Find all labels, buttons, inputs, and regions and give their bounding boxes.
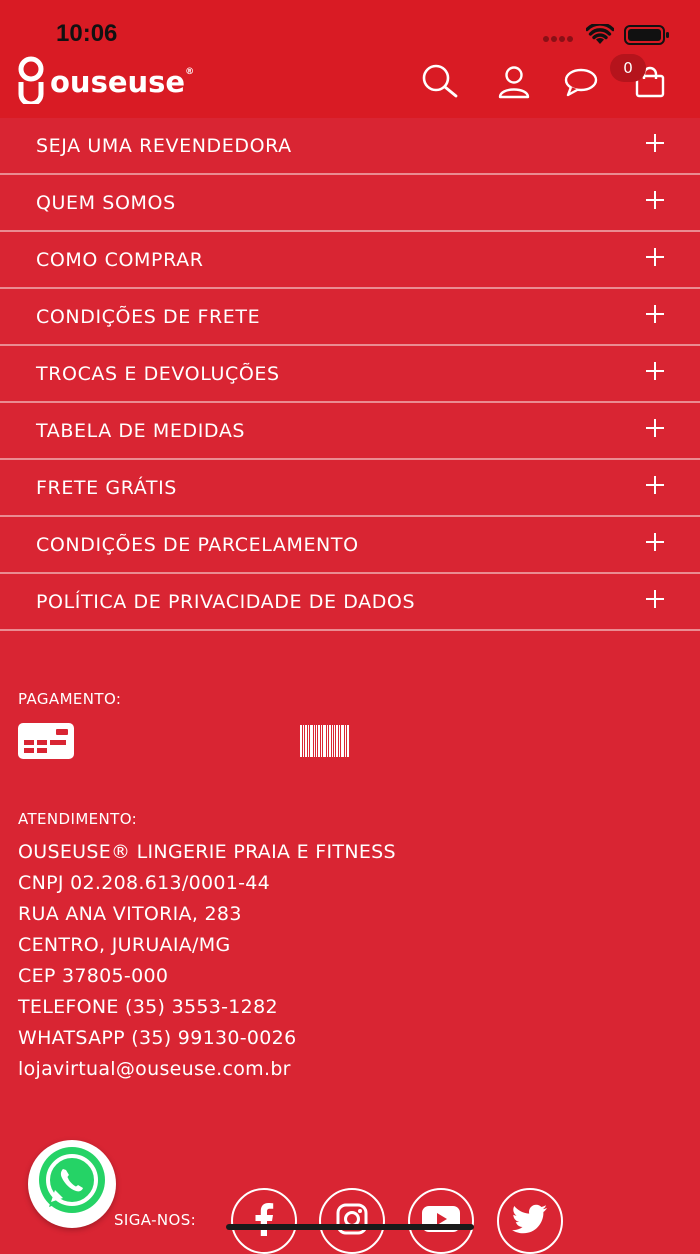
cart-count-badge: 0 <box>610 54 646 82</box>
menu-item-label: FRETE GRÁTIS <box>36 476 177 499</box>
footer-menu <box>0 118 700 631</box>
credit-card-icon <box>18 723 74 759</box>
home-indicator[interactable] <box>226 1224 474 1230</box>
email-link[interactable]: lojavirtual@ouseuse.com.br <box>18 1058 291 1080</box>
chat-icon <box>563 66 599 102</box>
menu-item-seja-uma-revendedora[interactable] <box>0 118 700 175</box>
plus-icon <box>646 476 664 494</box>
youtube-link[interactable] <box>408 1188 474 1254</box>
menu-item-frete-gratis[interactable] <box>0 460 700 517</box>
social-title: SIGA-NOS: <box>114 1211 197 1229</box>
instagram-link[interactable] <box>319 1188 385 1254</box>
plus-icon <box>646 362 664 380</box>
plus-icon <box>646 191 664 209</box>
menu-item-label: TABELA DE MEDIDAS <box>36 419 246 442</box>
menu-item-label: COMO COMPRAR <box>36 248 204 271</box>
facebook-icon <box>251 1202 277 1240</box>
wifi-icon <box>586 24 614 50</box>
menu-item-tabela-de-medidas[interactable] <box>0 403 700 460</box>
menu-item-label: TROCAS E DEVOLUÇÕES <box>36 362 280 385</box>
menu-item-quem-somos[interactable] <box>0 175 700 232</box>
plus-icon <box>646 419 664 437</box>
menu-item-condicoes-de-frete[interactable] <box>0 289 700 346</box>
whatsapp-number[interactable]: WHATSAPP (35) 99130-0026 <box>18 1027 297 1049</box>
facebook-link[interactable] <box>231 1188 297 1254</box>
support-info <box>18 837 396 1085</box>
menu-item-label: POLÍTICA DE PRIVACIDADE DE DADOS <box>36 590 416 613</box>
menu-item-label: CONDIÇÕES DE FRETE <box>36 305 261 328</box>
plus-icon <box>646 590 664 608</box>
battery-icon <box>624 24 670 50</box>
status-indicators <box>542 24 670 50</box>
phone-number[interactable]: TELEFONE (35) 3553-1282 <box>18 996 278 1018</box>
status-time: 10:06 <box>56 20 118 47</box>
menu-item-label: CONDIÇÕES DE PARCELAMENTO <box>36 533 359 556</box>
menu-item-trocas-e-devolucoes[interactable] <box>0 346 700 403</box>
payment-title: PAGAMENTO: <box>18 690 122 708</box>
search-button[interactable] <box>420 64 460 104</box>
twitter-icon <box>512 1204 548 1238</box>
cart-button[interactable] <box>623 59 670 104</box>
barcode-icon <box>300 725 352 757</box>
logo-registered-mark: ® <box>185 67 195 77</box>
account-button[interactable] <box>494 64 534 104</box>
cnpj: CNPJ 02.208.613/0001-44 <box>18 872 271 894</box>
logo-text: ouseuse® <box>50 65 195 99</box>
chat-button[interactable] <box>561 64 601 104</box>
instagram-icon <box>336 1203 368 1239</box>
signal-icon <box>542 28 576 47</box>
logo-mark-icon <box>16 56 46 108</box>
logo[interactable] <box>16 56 194 108</box>
company-name: OUSEUSE® LINGERIE PRAIA E FITNESS <box>18 841 396 863</box>
menu-item-politica-de-privacidade[interactable] <box>0 574 700 631</box>
plus-icon <box>646 134 664 152</box>
menu-item-label: SEJA UMA REVENDEDORA <box>36 134 292 157</box>
menu-item-como-comprar[interactable] <box>0 232 700 289</box>
address-zip: CEP 37805-000 <box>18 965 169 987</box>
plus-icon <box>646 305 664 323</box>
address-city: CENTRO, JURUAIA/MG <box>18 934 231 956</box>
plus-icon <box>646 533 664 551</box>
header <box>0 52 700 118</box>
menu-item-condicoes-de-parcelamento[interactable] <box>0 517 700 574</box>
youtube-icon <box>422 1205 460 1237</box>
user-icon <box>498 65 530 103</box>
twitter-link[interactable] <box>497 1188 563 1254</box>
search-icon <box>421 63 459 105</box>
support-title: ATENDIMENTO: <box>18 810 138 828</box>
whatsapp-icon <box>31 1141 113 1227</box>
plus-icon <box>646 248 664 266</box>
whatsapp-button[interactable] <box>28 1140 116 1228</box>
address-street: RUA ANA VITORIA, 283 <box>18 903 242 925</box>
menu-item-label: QUEM SOMOS <box>36 191 176 214</box>
status-bar <box>0 0 700 52</box>
